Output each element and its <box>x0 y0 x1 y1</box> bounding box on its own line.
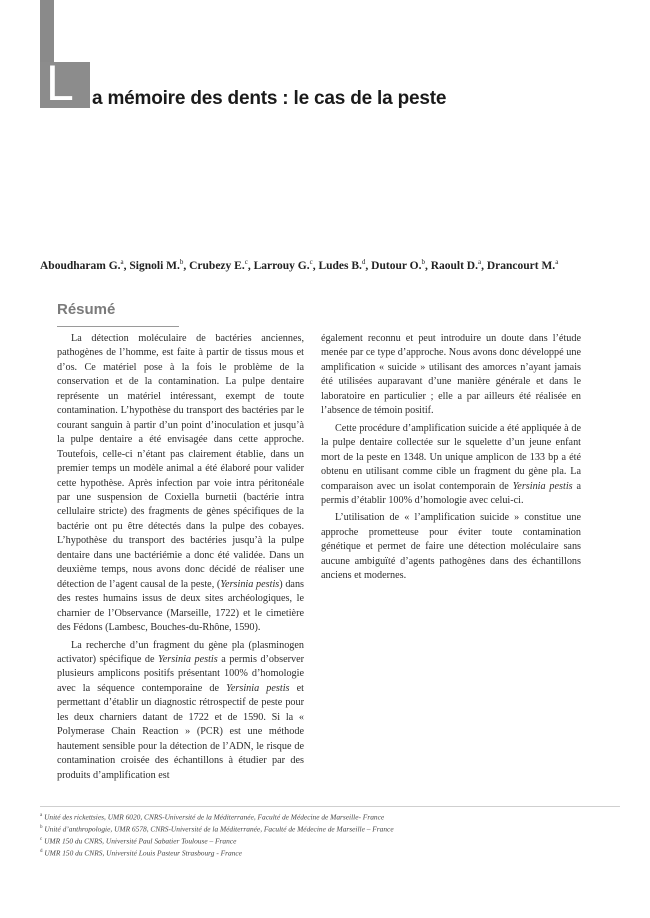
footnote-divider <box>40 806 620 807</box>
footnote-item: $^a$ Unité des rickettsies, UMR 6020, CNRS-Université de la Méditerranée, Faculté de Médecine de Marseille- France <box>40 812 385 822</box>
abstract-paragraph: L’utilisation de « l’amplification suicide » constitue une approche prometteuse pour éviter toute contamination génétique et permet de faire une détection moléculaire sans aucune ambiguïté d’agents pathogènes dans des échantillons anciens et modernes. <box>321 512 581 582</box>
author-name: Signoli M. <box>129 259 180 272</box>
affiliation-mark: c <box>309 258 313 266</box>
footnotes <box>40 811 394 859</box>
footnote-item: $^c$ UMR 150 du CNRS, Université Paul Sabatier Toulouse – France <box>40 836 237 846</box>
section-divider <box>57 326 179 327</box>
abstract-column-right <box>321 332 581 587</box>
affiliation-mark: c <box>244 258 248 266</box>
abstract-paragraph: également reconnu et peut introduire un doute dans l’étude menée par ce type d’approche. Nous avons donc développé une amplification « suicide » utilisant des amorces n’ayant jamais été utilisées auparavant d’une manière générale et dans le laboratoire en particulier ; elle a par ailleurs été réalisée en l’absence de témoin positif. <box>321 333 581 417</box>
affiliation-mark: b <box>421 258 425 266</box>
affiliation-mark: a <box>477 258 482 266</box>
affiliation-mark: d <box>361 258 366 266</box>
author-name: Raoult D. <box>430 259 478 272</box>
abstract-paragraph: Cette procédure d’amplification suicide a été appliquée à de la pulpe dentaire collectée sur le squelette d’un jeune enfant mort de la peste en 1348. Un unique amplicon de 133 bp a été obtenu en utilisant comme cible un fragment du gène pla. La comparaison avec un isolat contemporain de Yersinia pestis a permis d’établir 100% d’homologie avec celui-ci. <box>321 422 581 506</box>
author-name: Ludes B. <box>318 259 362 272</box>
section-title: Résumé <box>57 301 116 318</box>
affiliation-mark: b <box>179 258 184 266</box>
affiliation-mark: a <box>555 258 559 266</box>
abstract-column-left <box>57 332 304 786</box>
author-name: Drancourt M. <box>486 259 556 272</box>
footnote-item: $^b$ Unité d’anthropologie, UMR 6578, CNRS-Université de la Méditerranée, Faculté de Médecine de Marseille – France <box>40 824 394 834</box>
author-name: Aboudharam G. <box>40 259 121 272</box>
author-name: Crubezy E. <box>189 259 245 272</box>
author-name: Larrouy G. <box>253 259 310 272</box>
page-title: a mémoire des dents : le cas de la peste <box>92 88 447 109</box>
author-name: Dutour O. <box>371 259 422 272</box>
affiliation-mark: a <box>120 258 124 266</box>
author-list: Aboudharam G.$^a$, Signoli M.$^b$, Crubezy E.$^c$, Larrouy G.$^c$, Ludes B.$^d$, Dutour O.$^b$, Raoult D.$^a$, Drancourt M.$^a$ <box>40 258 559 272</box>
footnote-item: $^d$ UMR 150 du CNRS, Université Louis Pasteur Strasbourg - France <box>40 848 242 858</box>
title-dropcap: L <box>46 55 74 111</box>
abstract-paragraph: La détection moléculaire de bactéries anciennes, pathogènes de l’homme, est faite à partir de tissus mous et d’os. Ce matériel pose à la fois le problème de la conservation et de la contamination. La pulpe dentaire représente un matériel intéressant, exempt de toute contamination. L’hypothèse du transport des bactéries par le courant sanguin à partir d’un point d’inoculation et jusqu’à la pulpe dentaire a été envisagée dans cette approche. Toutefois, celle-ci n’étant pas clairement établie, dans un premier temps un modèle animal a été élaboré pour valider cette hypothèse. Après infection par voie intra péritonéale par une suspension de Coxiella burnetii (bactérie intra cellulaire stricte) des fragments de gènes spécifiques de la bactérie ont pu être détectés dans la pulpe des cobayes. L’hypothèse du transport des bactéries jusqu’à la pulpe dentaire dans une bactériémie a donc été validée. Dans un deuxième temps, nous avons donc décidé de réaliser une détection de l’agent causal de la peste, (Yersinia pestis) dans des restes humains issus de deux sites archéologiques, le charnier de l’Observance (Marseille, 1722) et le cimetière des Fédons (Lambesc, Bouches-du-Rhône, 1590). <box>57 333 305 634</box>
abstract-paragraph: La recherche d’un fragment du gène pla (plasminogen activator) spécifique de Yersinia pestis a permis d’observer plusieurs amplicons positifs présentant 100% d’homologie avec la séquence contemporaine de Yersinia pestis et permettant d’établir un diagnostic rétrospectif de peste pour les deux charniers datant de 1722 et de 1590. Si la « Polymerase Chain Reaction » (PCR) est une méthode hautement sensible pour la détection de l’ADN, le risque de contamination croisée des échantillons à étudier par des produits d’amplification est <box>57 639 305 781</box>
